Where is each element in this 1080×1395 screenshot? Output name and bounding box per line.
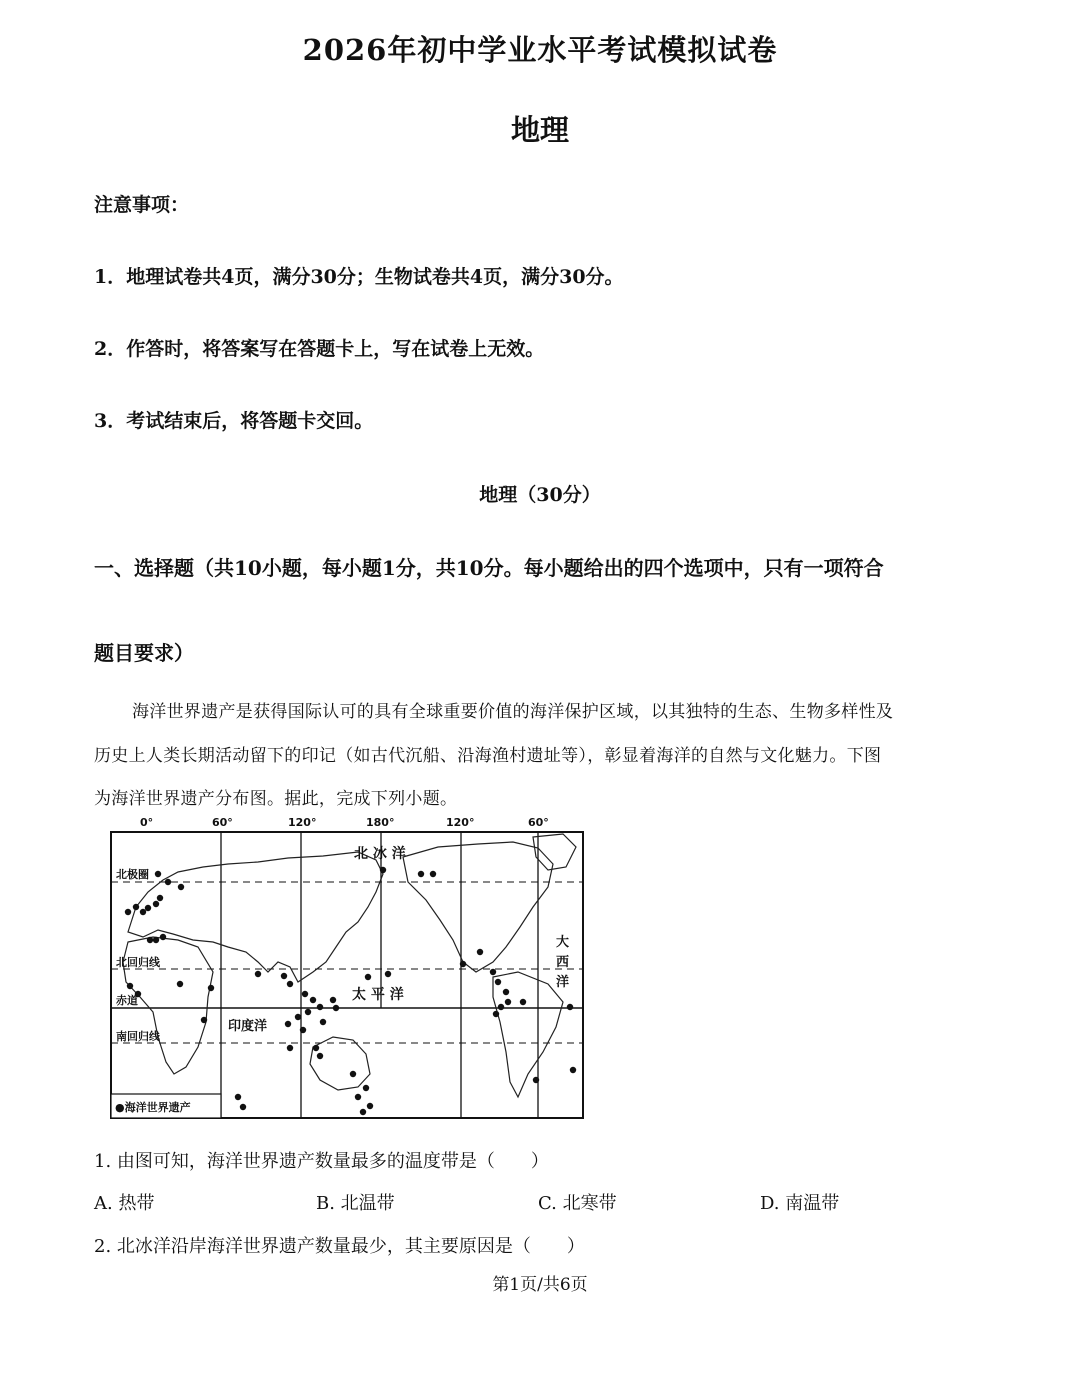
question-1-stem: 1. 由图可知，海洋世界遗产数量最多的温度带是（ ） <box>94 1151 549 1172</box>
heritage-site-marker <box>313 1045 319 1051</box>
notice-item-2: 2．作答时，将答案写在答题卡上，写在试卷上无效。 <box>94 338 545 360</box>
heritage-site-marker <box>490 969 496 975</box>
question-2-stem: 2. 北冰洋沿岸海洋世界遗产数量最少，其主要原因是（ ） <box>94 1236 585 1257</box>
heritage-site-marker <box>505 999 511 1005</box>
legend-label: ●海洋世界遗产 <box>115 1101 191 1114</box>
heritage-site-marker <box>533 1077 539 1083</box>
heritage-site-marker <box>477 949 483 955</box>
passage-line-3: 为海洋世界遗产分布图。据此，完成下列小题。 <box>94 789 458 809</box>
indian-ocean-label: 印度洋 <box>228 1019 268 1034</box>
heritage-site-marker <box>567 1004 573 1010</box>
lon-label-0: 0° <box>140 816 154 829</box>
heritage-site-marker <box>235 1094 241 1100</box>
heritage-site-marker <box>320 1019 326 1025</box>
atlantic-ocean-label-1: 大 <box>556 935 570 950</box>
question-1-option-d: D. 南温带 <box>760 1193 840 1214</box>
heritage-site-marker <box>153 901 159 907</box>
heritage-site-marker <box>570 1067 576 1073</box>
heritage-site-marker <box>317 1053 323 1059</box>
heritage-site-marker <box>157 895 163 901</box>
heritage-site-marker <box>240 1104 246 1110</box>
notice-item-1: 1．地理试卷共4页，满分30分；生物试卷共4页，满分30分。 <box>94 266 624 288</box>
exam-title: 2026年初中学业水平考试模拟试卷 <box>302 33 778 67</box>
heritage-site-marker <box>300 1027 306 1033</box>
heritage-site-marker <box>160 934 166 940</box>
lon-label-120w: 120° <box>446 816 475 829</box>
heritage-site-marker <box>133 904 139 910</box>
heritage-site-marker <box>145 905 151 911</box>
part-heading-line-2: 题目要求） <box>94 641 194 665</box>
heritage-site-marker <box>127 983 133 989</box>
passage-line-2: 历史上人类长期活动留下的印记（如古代沉船、沿海渔村遗址等），彰显着海洋的自然与文化魅力。下图 <box>94 746 882 766</box>
marine-heritage-map <box>108 812 588 1122</box>
section-heading: 地理（30分） <box>479 484 601 506</box>
question-1-option-b: B. 北温带 <box>316 1193 395 1214</box>
lon-label-120e: 120° <box>288 816 317 829</box>
notice-heading: 注意事项： <box>94 194 190 216</box>
heritage-site-marker <box>287 1045 293 1051</box>
heritage-site-marker <box>520 999 526 1005</box>
heritage-site-marker <box>125 909 131 915</box>
heritage-site-marker <box>281 973 287 979</box>
lon-label-60w: 60° <box>528 816 549 829</box>
lon-label-180: 180° <box>366 816 395 829</box>
subject-title: 地理 <box>510 113 569 147</box>
question-1-option-c: C. 北寒带 <box>538 1193 617 1214</box>
heritage-site-marker <box>330 997 336 1003</box>
heritage-site-marker <box>208 985 214 991</box>
heritage-site-marker <box>285 1021 291 1027</box>
heritage-site-marker <box>147 937 153 943</box>
heritage-site-marker <box>153 937 159 943</box>
page-footer: 第1页/共6页 <box>492 1275 588 1295</box>
heritage-site-marker <box>380 867 386 873</box>
heritage-site-marker <box>201 1017 207 1023</box>
question-1-option-a: A. 热带 <box>94 1193 155 1214</box>
heritage-site-marker <box>165 879 171 885</box>
heritage-site-marker <box>355 1094 361 1100</box>
lon-label-60e: 60° <box>212 816 233 829</box>
heritage-site-marker <box>155 871 161 877</box>
arctic-ocean-label: 北 冰 洋 <box>354 846 406 862</box>
atlantic-ocean-label-3: 洋 <box>556 975 570 990</box>
heritage-site-marker <box>178 884 184 890</box>
lat-label-equator: 赤道 <box>116 994 138 1007</box>
heritage-site-marker <box>365 974 371 980</box>
heritage-site-marker <box>385 971 391 977</box>
heritage-site-marker <box>350 1071 356 1077</box>
notice-item-3: 3．考试结束后，将答题卡交回。 <box>94 410 374 432</box>
lat-label-tropic-capricorn: 南回归线 <box>116 1030 160 1043</box>
heritage-site-marker <box>367 1103 373 1109</box>
passage-line-1: 海洋世界遗产是获得国际认可的具有全球重要价值的海洋保护区域，以其独特的生态、生物多样性及 <box>132 702 894 722</box>
pacific-ocean-label: 太 平 洋 <box>352 987 404 1003</box>
heritage-site-marker <box>317 1004 323 1010</box>
lat-label-tropic-cancer: 北回归线 <box>116 956 160 969</box>
part-heading-line-1: 一、选择题（共10小题，每小题1分，共10分。每小题给出的四个选项中，只有一项符合 <box>94 556 884 580</box>
heritage-site-marker <box>360 1109 366 1115</box>
heritage-site-marker <box>333 1005 339 1011</box>
heritage-site-marker <box>305 1009 311 1015</box>
lat-label-arctic-circle: 北极圈 <box>116 868 149 881</box>
heritage-site-marker <box>302 991 308 997</box>
heritage-site-marker <box>460 961 466 967</box>
heritage-site-marker <box>430 871 436 877</box>
heritage-site-marker <box>418 871 424 877</box>
heritage-site-marker <box>498 1004 504 1010</box>
heritage-site-marker <box>140 909 146 915</box>
heritage-site-marker <box>177 981 183 987</box>
heritage-site-marker <box>295 1014 301 1020</box>
heritage-site-marker <box>363 1085 369 1091</box>
heritage-site-marker <box>503 989 509 995</box>
heritage-site-marker <box>310 997 316 1003</box>
heritage-site-marker <box>255 971 261 977</box>
heritage-site-marker <box>493 1011 499 1017</box>
atlantic-ocean-label-2: 西 <box>556 955 570 970</box>
heritage-site-marker <box>495 979 501 985</box>
heritage-site-marker <box>287 981 293 987</box>
map-frame <box>111 832 583 1118</box>
